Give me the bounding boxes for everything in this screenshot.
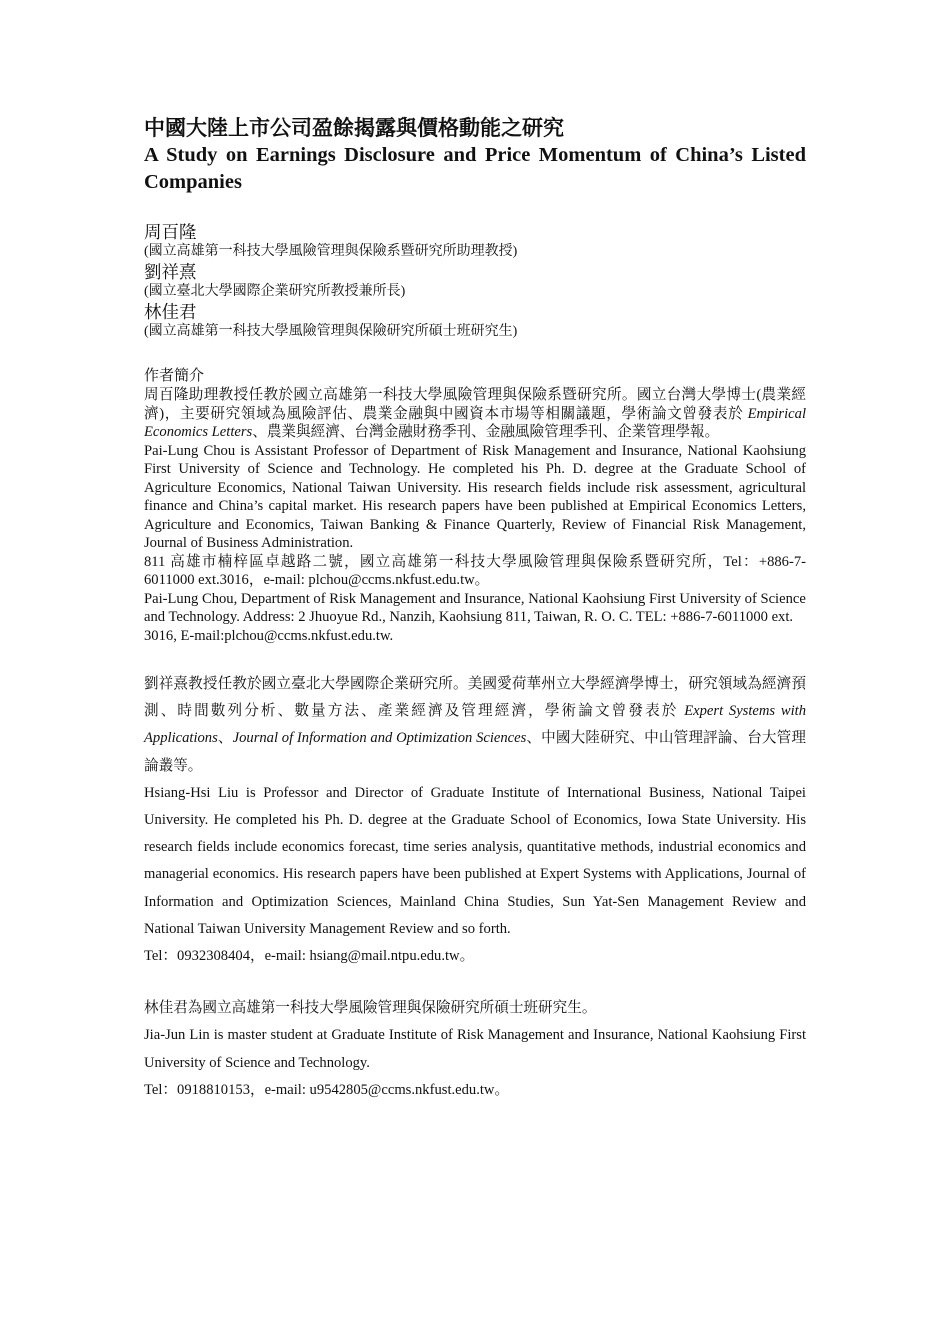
contact-chou-zh: 811 高雄市楠梓區卓越路二號，國立高雄第一科技大學風險管理與保險系暨研究所，Tel：+886-7-6011000 ext.3016，e-mail: plchou@ccms.nkfust.edu.tw。 <box>144 553 806 588</box>
bio-liu-en: Hsiang-Hsi Liu is Professor and Director of Graduate Institute of International Business, National Taipei University. He completed his Ph. D. degree at the Graduate School of Economics, Iowa State University. His research fields include economics forecast, time series analysis, quantitative methods, industrial economics and managerial economics. His research papers have been published at Expert Systems with Applications, Journal of Information and Optimization Sciences, Mainland China Studies, Sun Yat-Sen Management Review and National Taiwan University Management Review and so forth. <box>144 784 806 937</box>
bio-text: 、農業與經濟、台灣金融財務季刊、金融風險管理季刊、企業管理學報。 <box>252 424 720 440</box>
bio-chou <box>144 386 806 645</box>
bio-chou-en: Pai-Lung Chou is Assistant Professor of Department of Risk Management and Insurance, National Kaohsiung First University of Science and Technology. He completed his Ph. D. degree at the Graduate School of Agriculture Economics, National Taiwan University. His research fields include risk assessment, agricultural finance and China’s capital market. His research papers have been published at Empirical Economics Letters, Agriculture and Economics, Taiwan Banking & Finance Quarterly, Review of Financial Risk Management, Journal of Business Administration. <box>144 442 806 551</box>
bio-lin-en: Jia-Jun Lin is master student at Graduate Institute of Risk Management and Insurance, National Kaohsiung First University of Science and Technology. <box>144 1027 806 1071</box>
contact-chou-en: Pai-Lung Chou, Department of Risk Management and Insurance, National Kaohsiung First University of Science and Technology. Address: 2 Jhuoyue Rd., Nanzih, Kaohsiung 811, Taiwan, R. O. C. TEL: +886-7-6011000 ext. 3016, E-mail:plchou@ccms.nkfust.edu.tw. <box>144 590 806 644</box>
bio-text: 劉祥熹教授任教於國立臺北大學國際企業研究所。美國愛荷華州立大學經濟學博士，研究領域為經濟預測、時間數列分析、數量方法、產業經濟及管理經濟，學術論文曾發表於 <box>144 676 806 720</box>
author-name: 林佳君 <box>144 302 197 322</box>
paper-page <box>144 114 806 1104</box>
bio-chou-zh <box>144 386 806 442</box>
bio-text: 、中國大陸研究、中山管理評論、台大管理論叢等。 <box>144 730 806 774</box>
bio-lin-zh: 林佳君為國立高雄第一科技大學風險管理與保險研究所碩士班研究生。 <box>144 1000 597 1017</box>
bio-heading: 作者簡介 <box>144 368 205 384</box>
author-affiliation: (國立高雄第一科技大學風險管理與保險系暨研究所助理教授) <box>144 244 518 259</box>
title-english: A Study on Earnings Disclosure and Price Momentum of China’s Listed Companies <box>144 144 806 193</box>
author-list <box>144 222 806 342</box>
contact-liu: Tel：0932308404，e-mail: hsiang@mail.ntpu.edu.tw。 <box>144 948 475 965</box>
bio-text: 周百隆助理教授任教於國立高雄第一科技大學風險管理與保險系暨研究所。國立台灣大學博士(農業經濟)，主要研究領域為風險評估、農業金融與中國資本市場等相關議題，學術論文曾發表於 <box>144 387 806 422</box>
author-affiliation: (國立高雄第一科技大學風險管理與保險研究所碩士班研究生) <box>144 324 518 339</box>
journal-title: Expert Systems with Applications <box>144 703 806 747</box>
bio-lin <box>144 995 806 1104</box>
journal-title: Empirical Economics Letters <box>144 405 806 440</box>
bio-liu <box>144 671 806 970</box>
author-name: 周百隆 <box>144 222 197 242</box>
contact-lin: Tel：0918810153，e-mail: u9542805@ccms.nkfust.edu.tw。 <box>144 1081 510 1098</box>
journal-title: Journal of Information and Optimization Sciences <box>232 730 527 747</box>
separator: 、 <box>217 730 233 747</box>
bio-liu-zh <box>144 671 806 780</box>
author-name: 劉祥熹 <box>144 262 197 282</box>
author-affiliation: (國立臺北大學國際企業研究所教授兼所長) <box>144 284 406 299</box>
title-chinese: 中國大陸上市公司盈餘揭露與價格動能之研究 <box>144 116 564 140</box>
